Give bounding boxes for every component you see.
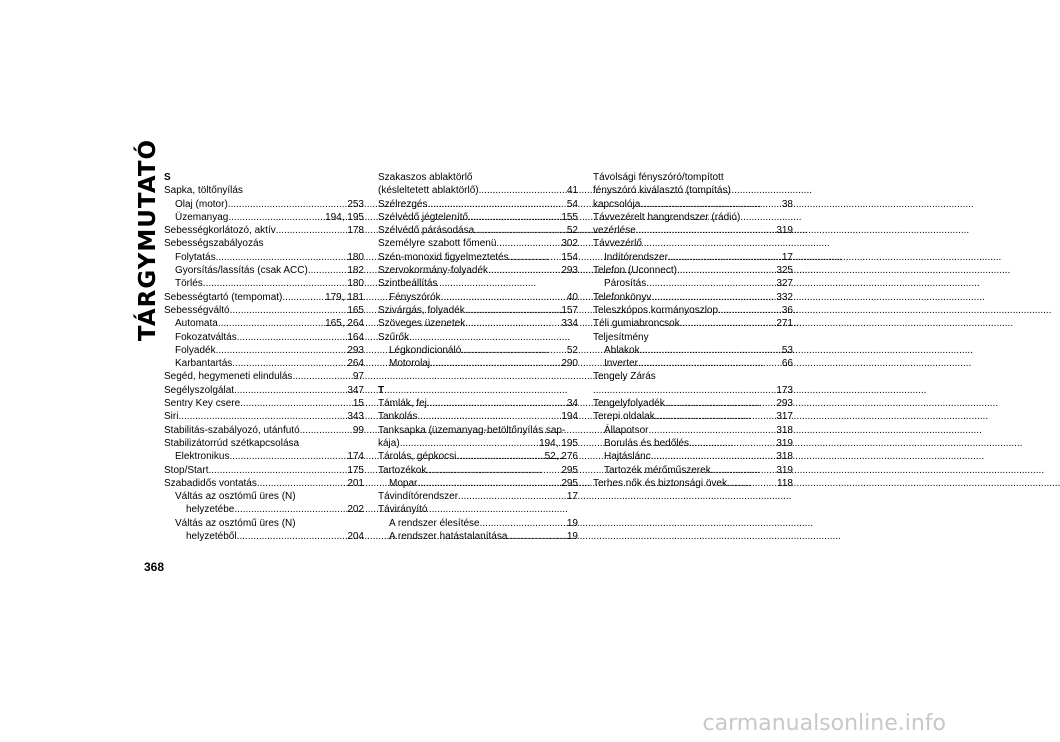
index-entry xyxy=(378,251,578,264)
index-entry xyxy=(378,317,578,330)
leader-dots xyxy=(229,450,347,463)
entry-page-ref: 36 xyxy=(781,304,793,316)
leader-dots xyxy=(234,503,347,516)
leader-dots xyxy=(648,424,776,437)
entry-page-ref: 180 xyxy=(347,278,364,290)
index-entry xyxy=(164,291,364,304)
entry-label: (késleltetett ablaktörlő) xyxy=(378,185,479,197)
leader-dots xyxy=(465,304,562,317)
entry-label: Szintbeállítás xyxy=(378,278,438,290)
entry-page-ref: 347 xyxy=(347,384,364,396)
index-entry xyxy=(164,424,364,437)
entry-label: Teleszkópos kormányoszlop xyxy=(593,304,719,316)
index-entry xyxy=(378,464,578,477)
index-letter-heading xyxy=(378,384,578,397)
entry-page-ref: 334 xyxy=(561,318,578,330)
leader-dots xyxy=(240,397,353,410)
entry-label: Szakaszos ablaktörlő xyxy=(378,172,473,183)
entry-page-ref: 165, 264 xyxy=(325,318,364,330)
index-entry xyxy=(164,198,364,211)
side-title-text: TÁRGYMUTATÓ xyxy=(135,138,161,342)
index-entry xyxy=(378,237,578,250)
leader-dots xyxy=(216,344,348,357)
entry-page-ref: 174 xyxy=(347,451,364,463)
index-entry xyxy=(593,450,793,463)
entry-label: Terepi oldalak xyxy=(593,411,655,423)
entry-label: Fényszórók xyxy=(389,291,441,303)
index-entry xyxy=(378,530,578,543)
index-entry xyxy=(593,410,793,423)
leader-dots xyxy=(276,224,348,237)
entry-label: T xyxy=(378,384,385,396)
entry-page-ref: 293 xyxy=(776,398,793,410)
entry-label: Távvezérlő xyxy=(593,238,642,250)
leader-dots xyxy=(640,198,782,211)
entry-page-ref: 17 xyxy=(781,251,793,263)
entry-page-ref: 201 xyxy=(347,477,364,489)
index-entry xyxy=(164,344,364,357)
index-entry xyxy=(164,530,364,543)
entry-label: Tanksapka (üzemanyag-betöltőnyílás sap- xyxy=(378,424,566,436)
entry-label: fényszóró kiválasztó (tompítás) xyxy=(593,185,731,197)
entry-label: Váltás az osztómű üres (N) xyxy=(175,491,296,503)
index-entry xyxy=(378,211,578,224)
entry-label: Tárolás, gépkocsi xyxy=(378,451,457,463)
entry-label: Sebességkorlátozó, aktív xyxy=(164,225,276,237)
entry-label: Gyorsítás/lassítás (csak ACC) xyxy=(175,265,308,277)
entry-label: Inverter xyxy=(604,358,638,370)
leader-dots xyxy=(636,224,777,237)
entry-page-ref: 118 xyxy=(777,477,793,489)
index-entry xyxy=(593,277,793,290)
entry-label: Szélvédő párásodása xyxy=(378,225,475,237)
index-entry xyxy=(164,224,364,237)
entry-page-ref: 52, 276 xyxy=(544,451,578,463)
index-entry xyxy=(378,224,578,237)
entry-page-ref: 325 xyxy=(776,265,793,277)
index-entry xyxy=(593,477,793,490)
entry-label: Hajtáslánc xyxy=(604,451,651,463)
index-entry xyxy=(593,384,793,397)
index-entry xyxy=(378,291,578,304)
entry-page-ref: 165 xyxy=(347,304,364,316)
spacer xyxy=(378,370,578,383)
leader-dots xyxy=(655,410,777,423)
entry-page-ref: 319 xyxy=(776,225,793,237)
entry-label: Szivárgás, folyadék xyxy=(378,304,465,316)
leader-dots xyxy=(680,317,777,330)
entry-page-ref: 318 xyxy=(776,424,793,436)
entry-page-ref: 290 xyxy=(561,358,578,370)
index-letter-heading xyxy=(164,171,364,184)
entry-page-ref: 97 xyxy=(352,371,364,383)
leader-dots xyxy=(237,530,348,543)
entry-label: A rendszer élesítése xyxy=(389,517,480,529)
entry-label: Ablakok xyxy=(604,344,640,356)
entry-page-ref: 157 xyxy=(561,304,578,316)
leader-dots xyxy=(427,397,567,410)
entry-label: Terhes nők és biztonsági övek xyxy=(593,477,727,489)
leader-dots xyxy=(468,211,561,224)
index-entry xyxy=(593,198,793,211)
entry-page-ref: 202 xyxy=(347,504,364,516)
entry-label: Borulás és bedőlés xyxy=(604,437,690,449)
index-entry xyxy=(164,490,364,503)
index-entry xyxy=(378,171,578,184)
entry-label: Üzemanyag xyxy=(175,211,229,223)
index-entry xyxy=(593,251,793,264)
leader-dots xyxy=(228,198,348,211)
entry-label: Szélvédő jégtelenítő xyxy=(378,211,469,223)
index-entry xyxy=(378,410,578,423)
entry-label: Távindítórendszer xyxy=(378,491,459,503)
entry-page-ref: 293 xyxy=(347,344,364,356)
entry-page-ref: 194, 195 xyxy=(539,437,578,449)
leader-dots xyxy=(461,344,567,357)
leader-dots xyxy=(509,251,562,264)
entry-page-ref: 264 xyxy=(347,358,364,370)
entry-label: kája) xyxy=(378,437,400,449)
entry-label: Törlés xyxy=(175,278,203,290)
entry-page-ref: 343 xyxy=(347,411,364,423)
leader-dots xyxy=(651,291,776,304)
index-entry xyxy=(164,264,364,277)
entry-page-ref: 332 xyxy=(776,291,793,303)
entry-label: Sebességszabályozás xyxy=(164,238,264,250)
index-entry xyxy=(164,237,364,250)
leader-dots xyxy=(465,317,561,330)
leader-dots xyxy=(496,237,561,250)
leader-dots xyxy=(718,304,782,317)
entry-page-ref: 293 xyxy=(561,265,578,277)
entry-label: helyzetébe xyxy=(186,504,235,516)
entry-page-ref: 327 xyxy=(776,278,793,290)
index-entry xyxy=(593,331,793,344)
leader-dots xyxy=(300,424,353,437)
index-entry xyxy=(378,357,578,370)
index-entry xyxy=(593,264,793,277)
index-entry xyxy=(593,291,793,304)
entry-page-ref: 17 xyxy=(566,491,578,503)
entry-label: Tartozékok xyxy=(378,464,427,476)
index-entry xyxy=(378,437,578,450)
leader-dots xyxy=(677,264,776,277)
entry-page-ref: 295 xyxy=(561,477,578,489)
leader-dots xyxy=(638,357,782,370)
entry-page-ref: 173 xyxy=(776,384,793,396)
index-entry xyxy=(593,304,793,317)
index-entry xyxy=(593,357,793,370)
entry-label: Tartozék mérőműszerek xyxy=(604,464,711,476)
index-entry xyxy=(378,397,578,410)
entry-label: Téli gumiabroncsok xyxy=(593,318,680,330)
entry-label: Sebességváltó xyxy=(164,304,230,316)
entry-label: Szabadidős vontatás xyxy=(164,477,257,489)
entry-label: Tengely Zárás xyxy=(593,371,656,383)
leader-dots xyxy=(228,211,325,224)
entry-label: Siri xyxy=(164,411,179,423)
entry-label: Sapka, töltőnyílás xyxy=(164,185,243,197)
entry-label: Szélrezgés xyxy=(378,198,428,210)
leader-dots xyxy=(651,450,777,463)
index-entry xyxy=(164,331,364,344)
index-entry xyxy=(593,224,793,237)
entry-page-ref: 99 xyxy=(352,424,364,436)
index-entry xyxy=(593,370,793,383)
entry-label: Stabilitás-szabályozó, utánfutó xyxy=(164,424,300,436)
leader-dots xyxy=(230,304,348,317)
leader-dots xyxy=(417,410,561,423)
entry-page-ref: 253 xyxy=(347,198,364,210)
leader-dots xyxy=(689,437,776,450)
leader-dots xyxy=(479,184,567,197)
entry-label: Támlák, fej xyxy=(378,398,427,410)
leader-dots xyxy=(488,264,561,277)
entry-label: Állapotsor xyxy=(604,424,649,436)
index-entry xyxy=(164,503,364,516)
entry-label: kapcsolója xyxy=(593,198,641,210)
leader-dots xyxy=(218,317,325,330)
index-entry xyxy=(164,464,364,477)
entry-label: Szűrők xyxy=(378,331,410,343)
index-entry xyxy=(378,264,578,277)
entry-page-ref: 319 xyxy=(776,464,793,476)
index-entry xyxy=(164,437,364,450)
entry-label: Automata xyxy=(175,318,218,330)
entry-page-ref: 38 xyxy=(781,198,793,210)
index-entry xyxy=(593,317,793,330)
entry-page-ref: 40 xyxy=(566,291,578,303)
entry-label: A rendszer hatástalanítása xyxy=(389,531,508,543)
entry-label: Elektronikus xyxy=(175,451,230,463)
index-entry xyxy=(378,424,578,437)
entry-label: Tengelyfolyadék xyxy=(593,398,665,410)
entry-page-ref: 41 xyxy=(566,185,578,197)
entry-label: Segéd, hegymeneti elindulás xyxy=(164,371,293,383)
entry-page-ref: 194 xyxy=(561,411,578,423)
entry-page-ref: 319 xyxy=(776,437,793,449)
entry-page-ref: 155 xyxy=(561,211,578,223)
leader-dots xyxy=(668,251,782,264)
entry-label: Folytatás xyxy=(175,251,216,263)
entry-page-ref: 154 xyxy=(561,251,578,263)
index-entry xyxy=(378,490,578,503)
watermark: carmanualsonline.info xyxy=(702,711,946,736)
leader-dots xyxy=(458,490,567,503)
leader-dots xyxy=(646,277,776,290)
entry-page-ref: 175 xyxy=(347,464,364,476)
leader-dots xyxy=(237,331,348,344)
leader-dots xyxy=(427,198,566,211)
index-entry xyxy=(378,304,578,317)
entry-page-ref: 204 xyxy=(347,531,364,543)
leader-dots xyxy=(257,477,347,490)
leader-dots xyxy=(665,397,777,410)
index-entry xyxy=(378,450,578,463)
index-entry xyxy=(593,397,793,410)
entry-page-ref: 302 xyxy=(561,238,578,250)
leader-dots xyxy=(430,357,561,370)
index-entry xyxy=(378,344,578,357)
entry-label: Folyadék xyxy=(175,344,216,356)
entry-label: Indítórendszer xyxy=(604,251,668,263)
index-column-3 xyxy=(593,171,793,490)
index-entry xyxy=(164,357,364,370)
entry-page-ref: 19 xyxy=(566,531,578,543)
entry-label: Távolsági fényszóró/tompított xyxy=(593,172,724,183)
index-entry xyxy=(164,477,364,490)
entry-label: Légkondicionáló xyxy=(389,344,462,356)
entry-page-ref: 295 xyxy=(561,464,578,476)
index-entry xyxy=(378,277,578,290)
leader-dots xyxy=(480,517,567,530)
index-entry xyxy=(593,237,793,250)
entry-label: Fokozatváltás xyxy=(175,331,237,343)
index-entry xyxy=(164,277,364,290)
entry-label: Sentry Key csere xyxy=(164,398,241,410)
entry-label: helyzetéből xyxy=(186,531,237,543)
leader-dots xyxy=(232,357,347,370)
entry-page-ref: 34 xyxy=(566,398,578,410)
index-entry xyxy=(164,410,364,423)
leader-dots xyxy=(282,291,325,304)
index-column-1 xyxy=(164,171,364,543)
leader-dots xyxy=(474,224,567,237)
entry-label: Teljesítmény xyxy=(593,331,649,343)
entry-page-ref: 66 xyxy=(781,358,793,370)
leader-dots xyxy=(308,264,348,277)
side-section-title xyxy=(128,138,168,342)
entry-label: Telefonkönyv xyxy=(593,291,652,303)
index-entry xyxy=(164,370,364,383)
entry-label: Motorolaj xyxy=(389,358,431,370)
leader-dots xyxy=(593,384,776,397)
index-entry xyxy=(164,384,364,397)
entry-page-ref: 271 xyxy=(776,318,793,330)
entry-label: Segélyszolgálat xyxy=(164,384,235,396)
entry-page-ref: 52 xyxy=(566,344,578,356)
entry-label: Távirányító xyxy=(378,504,428,516)
entry-label: S xyxy=(164,172,171,183)
entry-label: Stabilizátorrúd szétkapcsolása xyxy=(164,437,300,449)
leader-dots xyxy=(727,477,777,490)
leader-dots xyxy=(441,291,567,304)
index-entry xyxy=(378,198,578,211)
entry-label: Tankolás xyxy=(378,411,418,423)
entry-page-ref: 194, 195 xyxy=(325,211,364,223)
index-entry xyxy=(164,450,364,463)
leader-dots xyxy=(178,410,347,423)
leader-dots xyxy=(208,464,347,477)
entry-label: Párosítás xyxy=(604,278,647,290)
entry-page-ref: 178 xyxy=(347,225,364,237)
leader-dots xyxy=(417,477,561,490)
index-entry xyxy=(378,517,578,530)
entry-page-ref: 182 xyxy=(347,265,364,277)
entry-label: Szöveges üzenetek xyxy=(378,318,466,330)
index-entry xyxy=(593,211,793,224)
index-entry xyxy=(593,437,793,450)
entry-page-ref: 180 xyxy=(347,251,364,263)
entry-page-ref: 52 xyxy=(566,225,578,237)
leader-dots xyxy=(456,450,544,463)
index-entry xyxy=(593,344,793,357)
entry-label: Telefon (Uconnect) xyxy=(593,265,677,277)
leader-dots xyxy=(203,277,348,290)
index-entry xyxy=(164,317,364,330)
entry-page-ref: 318 xyxy=(776,451,793,463)
leader-dots xyxy=(640,344,782,357)
entry-page-ref: 54 xyxy=(566,198,578,210)
entry-label: Sebességtartó (tempomat) xyxy=(164,291,283,303)
index-entry xyxy=(378,331,578,344)
entry-label: Szén-monoxid figyelmeztetés xyxy=(378,251,509,263)
index-entry xyxy=(593,171,793,184)
leader-dots xyxy=(400,437,539,450)
entry-page-ref: 164 xyxy=(347,331,364,343)
leader-dots xyxy=(234,384,347,397)
entry-label: Szervokormány-folyadék xyxy=(378,265,489,277)
leader-dots xyxy=(292,370,352,383)
index-entry xyxy=(593,464,793,477)
index-entry xyxy=(164,184,364,197)
entry-label: Személyre szabott főmenü xyxy=(378,238,497,250)
leader-dots xyxy=(426,464,561,477)
index-entry xyxy=(164,211,364,224)
entry-page-ref: 53 xyxy=(781,344,793,356)
entry-page-ref: 179, 181 xyxy=(325,291,364,303)
entry-label: vezérlése xyxy=(593,225,636,237)
entry-label: Olaj (motor) xyxy=(175,198,228,210)
index-entry xyxy=(378,184,578,197)
index-column-2 xyxy=(378,171,578,543)
index-entry xyxy=(378,503,578,516)
leader-dots xyxy=(711,464,777,477)
index-entry xyxy=(593,184,793,197)
entry-page-ref: 317 xyxy=(776,411,793,423)
index-entry xyxy=(164,251,364,264)
leader-dots xyxy=(216,251,348,264)
index-entry xyxy=(593,424,793,437)
index-entry xyxy=(164,517,364,530)
entry-label: Karbantartás xyxy=(175,358,233,370)
page-number: 368 xyxy=(144,560,165,574)
entry-label: Mopar xyxy=(389,477,418,489)
index-entry xyxy=(164,397,364,410)
entry-label: Váltás az osztómű üres (N) xyxy=(175,517,296,529)
entry-label: Stop/Start xyxy=(164,464,209,476)
entry-page-ref: 15 xyxy=(352,398,364,410)
entry-label: Távvezérelt hangrendszer (rádió) xyxy=(593,211,741,223)
index-entry xyxy=(164,304,364,317)
leader-dots xyxy=(507,530,566,543)
entry-page-ref: 19 xyxy=(566,517,578,529)
index-entry xyxy=(378,477,578,490)
